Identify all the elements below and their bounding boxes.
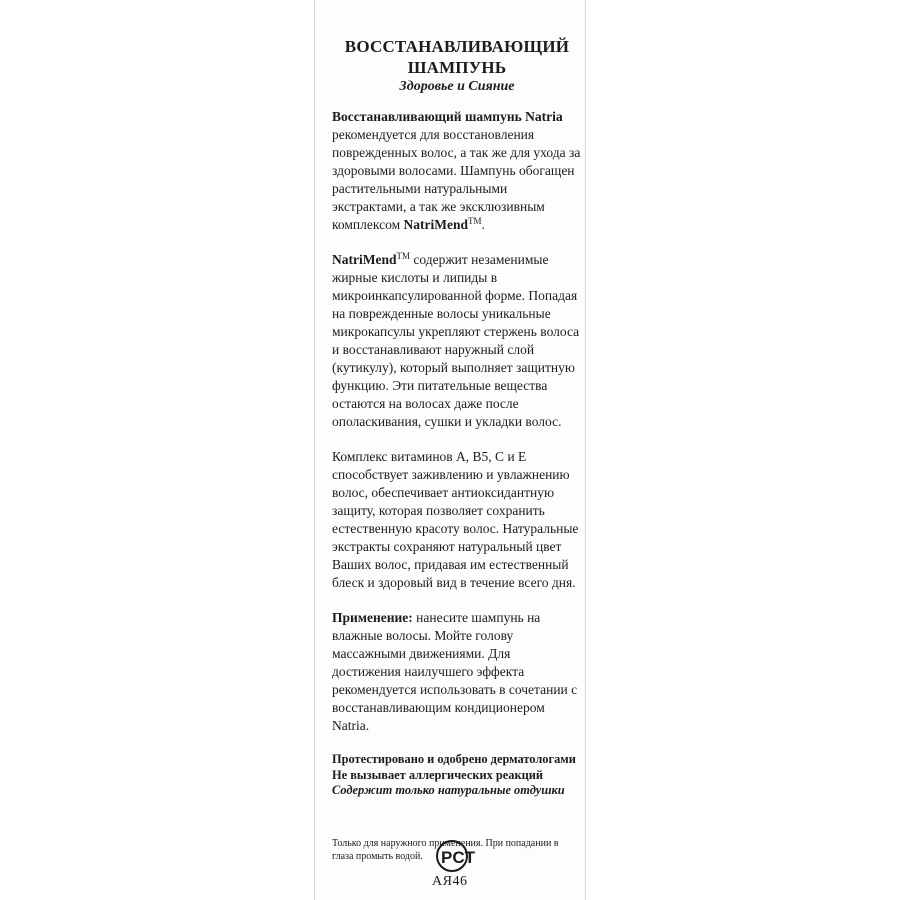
natrimend-text: содержит незаменимые жирные кислоты и липиды в микроинкапсулированной форме. Попадая на поврежденные волосы уникальные микрокапсулы укрепляют стержень волоса и восстанавливают наружный слой (кутикулу), который выполняет защитную функцию. Эти питательные вещества остаются на волосах даже после ополаскивания, сушки и укладки волос. — [332, 252, 580, 429]
title-line-2: ШАМПУНЬ — [407, 58, 507, 77]
intro-end: . — [481, 217, 485, 232]
natrimend-trademark: TM — [396, 251, 410, 261]
product-title — [332, 36, 582, 78]
title-line-1: ВОССТАНАВЛИВАЮЩИЙ — [344, 37, 570, 56]
usage-text: нанесите шампунь на влажные волосы. Мойте голову массажными движениями. Для достижения наилучшего эффекта рекомендуется использовать в сочетании с восстанавливающим кондиционером Natria. — [332, 610, 578, 733]
certification-code: АЯ46 — [432, 874, 468, 889]
natrimend-paragraph — [332, 251, 582, 431]
natrimend-brand: NatriMend — [332, 252, 397, 267]
external-use-note: Только для наружного применения. При попадании в глаза промыть водой. — [332, 837, 559, 862]
intro-text: рекомендуется для восстановления поврежденных волос, а так же для ухода за здоровыми волосами. Шампунь обогащен растительными натуральными экстрактами, а так же эксклюзивным комплексом — [332, 127, 581, 232]
claims-list — [332, 752, 582, 799]
claim-hypoallergenic: Не вызывает аллергических реакций — [332, 767, 544, 782]
claim-dermatology: Протестировано и одобрено дерматологами — [332, 752, 576, 766]
usage-label: Применение: — [332, 610, 413, 625]
usage-paragraph — [332, 609, 582, 735]
cert-mark-text: PCT — [441, 848, 475, 867]
intro-brand: NatriMend — [403, 217, 468, 232]
vitamins-paragraph: Комплекс витаминов А, B5, С и Е способствует заживлению и увлажнению волос, обеспечивает антиоксидантную защиту, которая позволяет сохранить естественную красоту волос. Натуральные экстракты сохраняют натуральный цвет Ваших волос, придавая им естественный блеск и здоровый вид в течение всего дня. — [332, 449, 579, 590]
intro-bold-lead: Восстанавливающий шампунь Natria — [332, 109, 563, 124]
intro-trademark: TM — [468, 216, 482, 226]
claim-natural-fragrance: Содержит только натуральные отдушки — [332, 783, 565, 797]
product-description-column — [332, 36, 582, 863]
product-subtitle: Здоровье и Сияние — [399, 79, 515, 94]
intro-paragraph — [332, 108, 582, 234]
